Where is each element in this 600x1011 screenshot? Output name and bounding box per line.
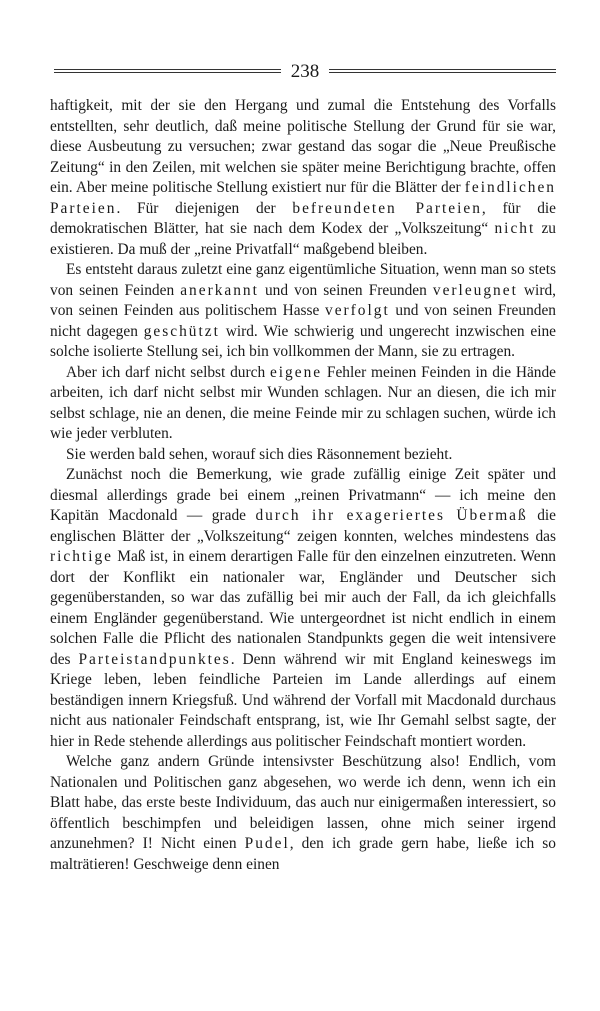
emphasized-text: feindlichen Parteien	[50, 179, 556, 217]
text-run: haftigkeit, mit der sie den Hergang und zumal die Entstehung des Vorfalls entstellten, sehr deutlich, daß meine politische Stellung der Grund für sie war, diese Ausbeutung zu versuchen; zwar gestand das sogar die „Neue Preußische Zeitung“ in den Zeilen, mit welchen sie später meine Berichtigung brachte, offen ein. Aber meine politische Stellung existiert nur für die Blätter der	[50, 97, 556, 196]
text-run: wird. Wie schwierig und ungerecht inzwischen eine solche isolierte Stellung sei, ich bin vollkommen der Mann, sie zu ertragen.	[50, 322, 556, 360]
text-run: . Denn während wir mit England keineswegs im Kriege leben, leben feindliche Parteien im Lande allerdings auf einem beständigen innern Kriegsfuß. Und während der Vorfall mit Macdonald durchaus nicht aus nationaler Feindschaft entsprang, ist, wie Ihr Gemahl selbst sagte, der hier in Rede stehende allerdings aus politischer Feindschaft montiert worden.	[50, 650, 556, 750]
text-run: Aber ich darf nicht selbst durch	[66, 363, 270, 381]
emphasized-text: geschützt	[143, 322, 220, 340]
paragraph	[50, 752, 556, 875]
text-run: Es entsteht daraus zuletzt eine ganz eigentümliche Situation, wenn man so stets von seinen Feinden	[50, 261, 556, 299]
emphasized-text: verfolgt	[325, 302, 390, 319]
emphasized-text: befreundeten Parteien	[292, 199, 482, 217]
emphasized-text: Pudel	[244, 835, 290, 852]
emphasized-text: durch ihr exageriertes Übermaß	[255, 507, 528, 524]
text-run: und von seinen Freunden	[258, 281, 433, 299]
emphasized-text: verleugnet	[432, 281, 518, 299]
text-run: Fehler meinen Feinden in die Hände arbeiten, ich darf nicht selbst mir Wunden schlagen. Nur an diesen, die ich mir selbst schlage, nie an denen, die meine Feinde mir zu schlagen suchen, würde ich wie jeder verbluten.	[50, 363, 556, 442]
header-rule-left	[54, 69, 281, 74]
emphasized-text: eigene	[269, 363, 323, 381]
emphasized-text: richtige	[50, 548, 114, 565]
text-run: zu existieren. Da muß der „reine Privatfall“ maßgebend bleiben.	[50, 220, 557, 258]
text-run: Zunächst noch die Bemerkung, wie grade zufällig einige Zeit später und diesmal allerdings grade bei einem „reinen Privatmann“ — ich meine den Kapitän Macdonald — grade	[50, 466, 556, 524]
text-run: Sie werden bald sehen, worauf sich dies Räsonnement bezieht.	[66, 445, 453, 463]
emphasized-text: nicht	[494, 220, 536, 237]
paragraph	[50, 465, 556, 752]
text-run: Welche ganz andern Gründe intensivster Beschützung also! Endlich, vom Nationalen und Politischen ganz abgesehen, wo werde ich denn, wenn ich ein Blatt habe, das erste beste Individuum, das auch nur einigermaßen interessiert, so öffentlich beschimpfen und beleidigen lassen, ohne mich seiner irgend anzunehmen? I! Nicht einen	[50, 753, 556, 852]
emphasized-text: Parteistandpunktes	[78, 650, 231, 668]
text-run: wird, von seinen Feinden aus politischem Hasse	[50, 281, 556, 319]
text-run: Maß ist, in einem derartigen Falle für den einzelnen einzutreten. Wenn dort der Konflikt ein nationaler war, Engländer und Deutscher sich gegenüberstanden, so war das zufällig bei mir auch der Fall, da ich gleichfalls einem Engländer gegenüberstand. Wie untergeordnet ist nicht endlich in einem solchen Falle die Pflicht des nationalen Standpunkts gegen die weit intensivere des	[50, 548, 556, 668]
page-number: 238	[290, 60, 320, 82]
emphasized-text: anerkannt	[180, 281, 259, 299]
paragraph	[50, 96, 556, 260]
paragraph	[50, 260, 556, 363]
text-run: und von seinen Freunden nicht dagegen	[50, 302, 556, 340]
text-run: die englischen Blätter der „Volkszeitung“ zeigen konnten, welches mindestens das	[50, 507, 556, 545]
page-header	[50, 56, 556, 86]
header-rule-right	[329, 69, 556, 74]
paragraph	[50, 445, 556, 466]
book-page	[50, 56, 556, 875]
text-run: . Für diejenigen der	[116, 199, 293, 217]
text-run: , den ich grade gern habe, ließe ich so malträtieren! Geschweige denn einen	[50, 835, 556, 873]
text-run: , für die demokratischen Blätter, hat sie nach dem Kodex der „Volkszeitung“	[50, 199, 556, 237]
body-text	[50, 96, 556, 875]
paragraph	[50, 363, 556, 445]
